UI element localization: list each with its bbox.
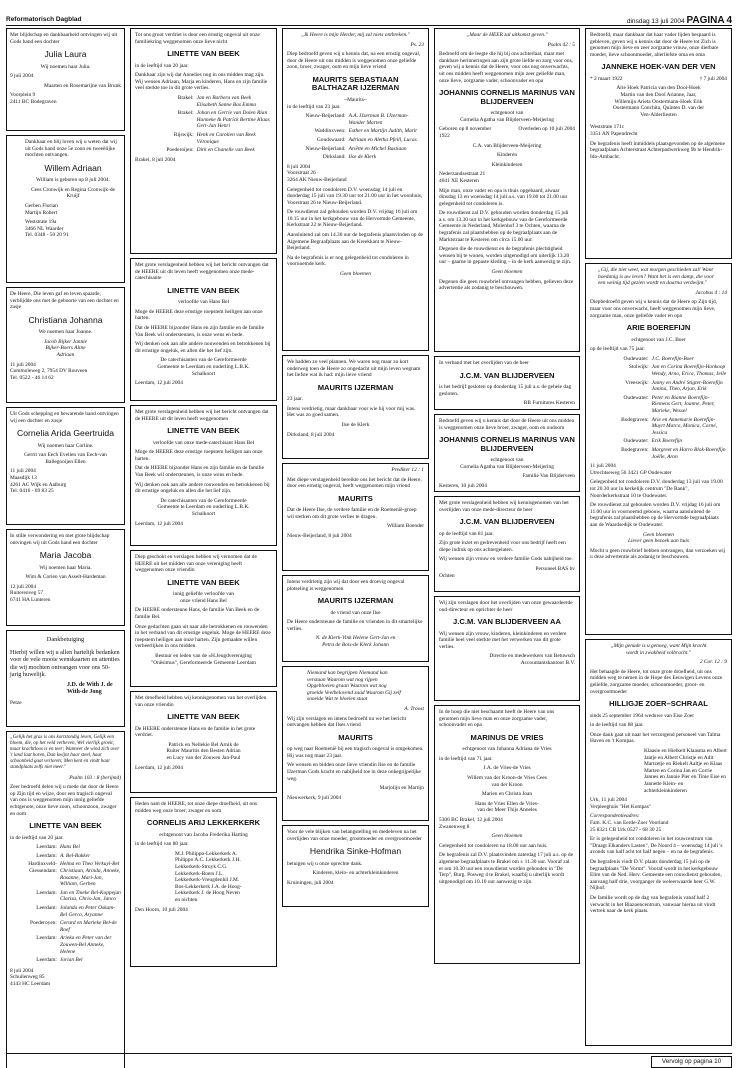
- column-5: [585, 28, 732, 1050]
- deceased-name: CORNELIS ARIJ LEKKERKERK: [146, 818, 261, 828]
- deceased-name: MAURITS SEBASTIAAN BALTHAZAR IJZERMAN: [311, 74, 400, 93]
- thank-you-notice: Voor de vele blijken van belangstelling en medeleven na het overlijden van onze moeder, grootmoeder en overgrootmoeder Hendrika Sinke-Hofman betuigen wij u onze oprechte dank. Kinderen, klein- en achterkleinkinderen Kruiningen, juli 2004: [282, 825, 429, 907]
- family-row-names: Jan en Corina Boerefijn-Honkoop Wendy, Arno, Erica, Thomas, Jelle: [651, 364, 727, 378]
- family-row: [10, 957, 121, 964]
- family-row-place: Nieuw-Beijerland:: [305, 113, 346, 120]
- obituary: „Gelijk het gras is ons kortstondig leven, Gelijk een bloem, die, op het veld verheven, Wel vierlijk groeit, maar krachtloos is en teer; Wanneer de wind zich over 't land laat horen, Dan kwijnt haar steel, haar schoonheid gaat verloren; Men kent en vindt haar standplaats zelfs niet meer." Psalm 103 : 8 (berijmd) Zeer bedroefd delen wij u mede dat door de Heere op Zijn tijd en wijze, door een tragisch ongeval van ons is weggenomen mijn innig geliefde echtgenote, onze lieve zoon, schoonzoon, zwager en oom LINETTE VAN BEEK in de leeftijd van 20 jaar. Leerdam: Hans Bel Leerdam: A. Bel-Bakker Hardinxveld-Giessendam: Helma en Theo Verkuyl-Bel Christiaan, Arinda, Anneke, Rosanne, Mari-Jan, William, Gerben Leerdam: Jan en Tineke Bel-Koppejan Clarisa, Chris-Jan, Janco Leerdam: Jolanda en Peter Oskam-Bel Gerco, Aryanne Poederoyen: Gerard en Marieke Bel-de Roef Leerdam: Arieka en Peter van der Zouwen-Bel Anneke, Helene Leerdam: Jorian Bel 8 juli 2004 Schuilenweg 85 4143 HC Leerdam: [6, 731, 125, 1068]
- birth-announcement: Uit Gods schepping en bewarende hand ontvingen wij een dochter en zusje Cornelia Arida Geertruida Wij noemen haar Corline. Gerrit van Eech Evelien van Eech-van Ballegooijen Ellen 11 juli 2004 Maasdijk 13 4261 AC Wijk en Aalburg Tel. 0416 - 69 83 25: [6, 407, 125, 525]
- bottom-rule: [6, 1053, 732, 1054]
- family-row-place: Hardinxveld-Giessendam:: [28, 861, 57, 874]
- family-row-names: Gerard en Marieke Bel-de Roef: [59, 920, 117, 933]
- obituary: „Mijn genade is u genoeg, want Mijn kracht wordt in zwakheid volbracht." 2 Cor. 12 : 9 Het behaagde de Heere, tot onze grote droefheid, uit ons midden weg te nemen in de Hope des Eeuwigen Levens onze geliefde, zorgzame moeder, schoonmoeder, groot- en overgrootmoeder HILLIGJE ZOER–SCHRAAL sinds 25 september 1964 weduwe van Eise Zoer in de leeftijd van 88 jaar. Onze dank gaat uit naar het verzorgend personeel van Talma Haven en 't Kompas. Klaasie en Hielkelt Klaasma en Albert Jantje en Albert Christje en Adit Martzetje en Riekelt Aaltje en Klaas Marten en Corina Jan en Corrie Jannes en Jannie Pier en Tinie Eise en Jannette Klein- en achterkleinkinderen Urk, 11 juli 2004 Verpleeghuis "Het Kompas" Correspondentieadres: Fam. K.C. van Eerde-Zoer Voorland 25 8321 CB Urk 0527 - 68 30 25 Er is gelegenheid tot condoleren in het rouwcentrum van "Draagt Elkanders Lasten", De Noord 4 – woensdag 14 juli 's avonds van half acht tot half negen – en na de begrafenis. De begrafenis vindt D.V. plaats donderdag 15 juli op de begraafplaats "De Vormt". Vooraf wordt in het kerkgebouw Elim van de Ned. Herv. Gemeente een rouwdienst gehouden, aanvang half drie, voorganger de weleerwaarde heer G.W. Nijhof. De familie wordt op de dag van begrafenis vanaf half 2 verwacht in het Blazoencentrum, vanwaar hierna uit vindt vertrek naar de kerk plaats.: [585, 639, 732, 1046]
- deceased-name: JANNEKE HOEK-VAN DER VEN: [601, 62, 716, 72]
- family-row: [590, 417, 727, 437]
- deceased-name: LINETTE VAN BEEK: [167, 712, 240, 722]
- family-row-place: Vreeswijk:: [625, 379, 649, 386]
- family-row-place: Waddinxveen:: [314, 128, 346, 135]
- family-row: [10, 853, 121, 860]
- family-row-names: Arieka en Peter van der Zouwen-Bel Anneke, Helene: [59, 935, 112, 955]
- family-row-place: Oudewater:: [623, 355, 649, 362]
- deceased-name: LINETTE VAN BEEK: [29, 821, 102, 831]
- family-row-names: Arie en Annemarie Boerefijn-Muyrt Marco, Monica, Corné, Jessica: [651, 416, 718, 436]
- column-4: [434, 28, 580, 968]
- family-row-place: Goudswaard:: [316, 136, 346, 143]
- family-row-names: Janny en André Stigter-Boerefijn Janina, Theo, Arjan, Erik: [651, 379, 723, 393]
- family-row-place: Leerdam:: [36, 889, 57, 896]
- family-row-place: Brakel:: [177, 110, 194, 117]
- obituary: Niemand kan begrijpen Niemand kan verstaan Waarom wat nog rijpen Opgebloeien graan Waarom wat nog groeide Veelbelovend zaad Waarom Gij zelf snoeide Wat te bloeien staat A. Troost Wij zijn verslagen en intens bedroefd nu we het bericht ontvangen hebben dat Ilses vriend MAURITS op weg naar Roemenië bij een tragisch ongeval is omgekomen. Hij was nog maar 23 jaar. We wensen en bidden onze lieve vriendin Ilse en de familie IJzerman Gods kracht en nabijheid toe in deze onbegrijpelijke weg. Marjolijn en Martijn Nieuwerkerk, 9 juli 2004: [282, 666, 429, 821]
- birth-announcement: De Heere, Die leven gaf en leven spaarde, verblijdde ons met de geboorte van een dochter en zusje Christiana Johanna We noemen haar Joanne. Jacob Bijker Jannie Bijker-Boers Aline Adriaan 11 juli 2004 Commoleweg 2, 7954 DV Rouveen Tel. 0522 - 46 14 62: [6, 287, 125, 403]
- family-row-names: Ariëtte en Michel Bastiaan: [348, 145, 407, 152]
- family-row-place: Bodegraven:: [621, 446, 649, 453]
- family-row-place: Brakel:: [177, 95, 194, 102]
- family-row-names: Henk en Carolien van Beek Véronique: [196, 132, 256, 145]
- family-row: [10, 890, 121, 903]
- family-row-place: Leerdam:: [36, 852, 57, 859]
- deceased-name: LINETTE VAN BEEK: [167, 285, 240, 295]
- obituary: Bedroefd geven wij u kennis dat door de Heere uit ons midden is weggenomen onze lieve broer, zwager, oom en oudoom JOHANNIS CORNELIS MARINUS VAN BLIJDERVEEN echtgenoot van Cornelia Agatha van Blijderveen-Meijering Familie Van Blijderveen Kesteren, 10 juli 2004: [434, 414, 580, 492]
- family-row: [287, 154, 424, 161]
- family-row-names: Margreet en Harro Blok-Boerefijn Joëlle, Aron: [651, 446, 726, 460]
- family-row: [590, 395, 727, 415]
- deceased-name: MAURITS IJZERMAN: [317, 596, 394, 606]
- family-row-names: Adriaan en Aletha Pfeill, Lucas: [348, 136, 417, 143]
- deceased-name: LINETTE VAN BEEK: [167, 49, 240, 59]
- family-row-names: A.A. IJzerman B. IJzerman-Wander Marten: [348, 113, 409, 126]
- family-row-place: Leerdam:: [36, 844, 57, 851]
- deceased-name: LINETTE VAN BEEK: [167, 426, 240, 436]
- obituary: Prediker 12 : 1 Met diepe verslagenheid bereikte ons het bericht dat de Heere, door een ernstig ongeval, heeft weggenomen mijn vriend MAURITS Dat de Heere Ilse, de verdere familie en de Roemenië-groep wil sterken om dit grote verlies te dragen. William Boender Nieuw-Beijerland, 8 juli 2004: [282, 463, 429, 571]
- family-row: [590, 438, 727, 445]
- family-row-place: Bodegraven:: [621, 416, 649, 423]
- obituary: Bedroefd, maar dankbaar dat haar vader lijden bespaard is gebleven, geven wij u kennis dat door de Heere tot Zich is genomen mijn lieve en zeer zorgzame vrouw, onze dierbare moeder, lieve schoonmoeder, allerliefste oma en oma JANNEKE HOEK-VAN DER VEN * 2 maart 1922 † 7 juli 2004 Arie Hoek Patricia van den Dool-Hoek Martin van den Dool Arianne, Jaar, Willemijn Arieta Oostermann-Hoek Erik Oostermann Conchita, Quinten D. van der Ven-Alderliesten Weststrate 171c 3351 AN Papendrecht De begrafenis heeft inmiddels plaatsgevonden op de algemene begraafplaats Achterstraat Achterpadwerkweg 9b te Hendrik-Ido-Ambacht.: [585, 28, 732, 259]
- family-row-names: Hans Bel: [59, 844, 80, 851]
- obituary: Intens verdrietig zijn wij dat door een droevig ongeval plotseling is weggenomen MAURITS IJZERMAN de vriend van onze Ilse De Heere ondersteune de familie en vrienden in dit smartelijke verlies. N. de Klerk-Vink Helene Gert-Jan en Petra de Bois-de Klerk Johann: [282, 575, 429, 662]
- column-2: [130, 28, 277, 971]
- announcement-name: Julia Laura: [44, 49, 87, 60]
- deceased-name: LINETTE VAN BEEK: [167, 577, 240, 587]
- announcement-name: Maria Jacoba: [39, 550, 92, 561]
- deceased-name: J.C.M. VAN BLIJDERVEEN: [459, 517, 555, 527]
- family-list: [590, 356, 727, 460]
- family-row-names: Johan en Gerrie van Dolen Rian Hanneke & Patrick Bertine Klaas Gert-Jan Henri: [196, 110, 270, 130]
- family-row: [10, 844, 121, 851]
- family-row: [135, 95, 272, 108]
- obituary: Met grote verslagenheid hebben wij het bericht ontvangen dat de HEERE uit dit leven heeft weggenomen onze mede-catechisante LINETTE VAN BEEK verloofde van Hans Bel Moge de HEERE deze ernstige roepstem heiligen aan onze harten. Dat de HEERE bijzonder Hans en zijn familie en de familie Van Beek wil ondersteunen, is onze wens en bede. Wij denken ook aan alle andere nouwenden en betrokkenen bij dit ernstige ongeluk, en allen die het lief zijn. De catechisanten van de Gereformeerde Gemeente te Leerdam en ouderling L.B.K. Schalkoort Leerdam, 12 juli 2004: [130, 258, 277, 401]
- family-row-names: Jan en Barbera van Beek Elisabeth Sanne Bas Emma: [196, 95, 257, 108]
- family-row: [590, 380, 727, 393]
- family-row: [287, 128, 424, 135]
- continued-on-page-link[interactable]: Vervolg op pagina 10: [651, 1056, 732, 1068]
- family-row-place: Rijswijk:: [173, 132, 194, 139]
- announcement-name: Christiana Johanna: [28, 314, 103, 325]
- closure-notice: In verband met het overlijden van de heer J.C.M. VAN BLIJDERVEEN is het bedrijf gesloten op donderdag 15 juli a.s. de gehele dag gesloten. BB Furnitures Kesteren: [434, 356, 580, 410]
- family-row-place: Oudewater:: [623, 394, 649, 401]
- deceased-name: MAURITS: [338, 493, 373, 503]
- family-row-place: Poederoijen:: [166, 147, 194, 154]
- family-row-names: A. Bel-Bakker: [59, 852, 91, 859]
- family-row-names: Dirk en Chanelle van Beek: [196, 147, 255, 154]
- obituary: Heden nam de HEERE, tot onze diepe droefheid, uit ons midden weg onze broer, zwager en oom CORNELIS ARIJ LEKKERKERK echtgenoot van Jacoba Frederika Harting in de leeftijd van 80 jaar. M.J. Philippo-Lekkerkerk A. Philippo A.C. Lekkerkerk J.H. Lekkerkerk-Struyk C.G. Lekkerkerk-Boers J.L. Lekkerkerk-Vreugdenhil J.M. Bos-Lekkerkerk J.A. de Hoog-Lekkerkerk J. de Hoog Neven en nichten Den Hoorn, 10 juli 2004: [130, 797, 277, 967]
- thank-you-notice: Dankbetuiging Hierbij willen wij u allen hartelijk bedanken voor de vele mooie wenskaarten en attenties die wij mochten ontvangen voor ons 50-jarig huwelijk. J.D. de With J. de With-de Jong Petze: [6, 630, 125, 727]
- obituary: „Ik Heere is mijn Herder, mij zal niets ontbreken." Ps. 23 Diep bedroefd geven wij u kennis dat, na een ernstig ongeval, door de Heere uit ons midden is weggenomen onze geliefde zoon, broer, zwager, oom en mijn lieve vriend MAURITS SEBASTIAAN BALTHAZAR IJZERMAN ~Maurits~ in de leeftijd van 23 jaar. Nieuw-Beijerland: A.A. IJzerman B. IJzerman-Wander Marten Waddinxveen: Esther en Martijn Judith, Marit Goudswaard: Adriaan en Aletha Pfeill, Lucas Nieuw-Beijerland: Ariëtte en Michel Bastiaan Dirksland: Ilse de Klerk 8 juli 2004 Voorstraat 26 3264 AK Nieuw-Beijerland Gelegenheid tot condoleren D.V. woensdag 14 juli en donderdag 15 juli van 19.30 uur tot 21.00 uur in het woonhuis, Voorstraat 26 te Nieuw-Beijerland. De rouwdienst zal gehouden worden D.V. vrijdag 16 juli om 10.15 uur in het kerkgebouw van de Hervormde Gemeente, Kerkstraat 22 te Nieuw-Beijerland. Aansluitend zal om 14.30 uur de begrafenis plaatsvinden op de Algemene Begraafplaats aan de Kreekkant te Nieuw-Beijerland. Na de begrafenis is er nog gelegenheid tot condoleren in voornoemde kerk. Geen bloemen: [282, 28, 429, 351]
- deceased-name: MAURITS: [338, 732, 373, 742]
- page-date-number: dinsdag 13 juli 2004 PAGINA 4: [626, 15, 732, 26]
- deceased-name: ARIE BOEREFIJN: [626, 323, 691, 333]
- family-list: [10, 844, 121, 964]
- family-row: [10, 905, 121, 918]
- family-row: [287, 146, 424, 153]
- obituary: Wij zijn verslagen door het overlijden van onze gewaardeerde oud-directeur en oprichter de heer J.C.M. VAN BLIJDERVEEN AA Wij wensen zijn vrouw, kinderen, kleinkinderen en verdere familie heel veel sterkte met het verwerken van dit grote verlies. Directie en medewerkers van Betuwsch Accountantskantoor B.V.: [434, 596, 580, 701]
- obituary: „Gij, die niet weet, wat morgen geschieden zal! Want hoedanig is uw leven? Want het is een damp, die voor een weinig tijd gezien wordt en daarna verdwijnt." Jacobus 4 : 14 Diepbedroefd geven wij u kennis dat de Heere op Zijn tijd, maar voor ons onverwacht, heeft weggenomen mijn lieve, zorgzame man, onze geliefde vader en opa ARIE BOEREFIJN echtgenoot van J.C. Boer op de leeftijd van 75 jaar. Oudewater: J.C. Boerefijn-Boer Stolwijk: Jan en Corina Boerefijn-Honkoop Wendy, Arno, Erica, Thomas, Jelle Vreeswijk: Janny en André Stigter-Boerefijn Janina, Theo, Arjan, Erik Oudewater: Peter en Bianne Boerefijn-Riemens Gert, Joanne, Peter, Marieke, Wessel Bodegraven: Arie en Annemarie Boerefijn-Muyrt Marco, Monica, Corné, Jessica Oudewater: Erik Boerefijn Bodegraven: Margreet en Harro Blok-Boerefijn Joëlle, Aron 11 juli 2004 Utrechtseweg 56 3421 GP Oudewater Gelegenheid tot condoleren D.V. donderdag 13 juli van 19.00 tot 20.30 uur in kerkelijk centrum "De Rank", Noorderkerkstraat 10 te Oudewater. De rouwdienst zal gehouden worden D.V. vrijdag 16 juli om 11.00 uur in voornoemd gebouw, waarna aansluitend de begrafenis zal plaatshebben op de Hervormde begraafplaats aan de Waardsedijk te Oudewater. Geen bloemen Liever geen bezoek aan huis Mocht u geen rouwbrief hebben ontvangen, dan verzoeken wij u deze advertentie als zodanig te beschouwen.: [585, 263, 732, 635]
- family-row: [287, 137, 424, 144]
- family-row-place: Nieuw-Beijerland:: [305, 145, 346, 152]
- birth-announcement: Dankbaar en blij loven wij u weten dat wij uit Gods hand onze 5e zoon en tweeëlijke mochten ontvangen. Willem Adriaan William is geboren op 8 juli 2004. Cees Cronwijk en Regina Cronwijk-de Kruijf Gerben Florian Martijn Robert Weststrate 19a 3466 NL Waarder Tel. 0348 - 50 20 91: [6, 135, 125, 283]
- family-row: [287, 113, 424, 126]
- family-row: [135, 110, 272, 130]
- obituary: Met grote verslagenheid hebben wij het bericht ontvangen dat de HEERE uit dit leven heeft weggenomen LINETTE VAN BEEK verloofde van onze mede-catechisant Hans Bel Moge de HEERE deze ernstige roepstem heiligen aan onze harten. Dat de HEERE bijzonder Hans en zijn familie en de familie Van Beek wil ondersteunen, is onze wens en bede. Wij denken ook aan alle andere rouwenden en betrokkenen bij dit ernstige ongeluk en allen die het lief zijn. De catechisanten van de Gereformeerde Gemeente te Leerdam en ouderling L.B.K. Schalkoort Leerdam, 12 juli 2004: [130, 405, 277, 546]
- birth-death-dates: Geboren op 8 november 1922 Overleden op 10 juli 2004: [439, 126, 575, 139]
- deceased-name: J.C.M. VAN BLIJDERVEEN AA: [453, 617, 561, 627]
- family-row-names: J.C. Boerefijn-Boer: [651, 355, 694, 362]
- deceased-name: MAURITS IJZERMAN: [317, 382, 394, 392]
- family-row-names: Jan en Tineke Bel-Koppejan Clarisa, Chris-Jan, Janco: [59, 889, 121, 903]
- family-list: [135, 95, 272, 154]
- deceased-name: J.C.M. VAN BLIJDERVEEN: [459, 370, 555, 380]
- birth-death-dates: * 2 maart 1922 † 7 juli 2004: [590, 75, 727, 82]
- deceased-name: MARINUS DE VRIES: [470, 732, 544, 742]
- family-row-names: Jorian Bel: [59, 957, 83, 964]
- obituary: Tot ons groot verdriet is door een ernstig ongeval uit onze familiekring weggenomen onze lieve nicht LINETTE VAN BEEK in de leeftijd van 20 jaar. Dankbaar zijn wij dat Annelies nog in ons midden mag zijn. Wij wensen Adriaan, Marja en kinderen, Hans en zijn familie veel sterkte toe in dit grote verlies. Brakel: Jan en Barbera van Beek Elisabeth Sanne Bas Emma Brakel: Johan en Gerrie van Dolen Rian Hanneke & Patrick Bertine Klaas Gert-Jan Henri Rijswijk: Henk en Carolien van Beek Véronique Poederoijen: Dirk en Chanelle van Beek Brakel, 8 juli 2004: [130, 28, 277, 254]
- announcement-name: Cornelia Arida Geertruida: [17, 428, 114, 439]
- obituary: „Maar de HEER zal uitkomst geven." Psalm 42 : 5 Bedroefd om de leegte die hij bij ons achterlaat, maar met dankbare herinneringen aan zijn grote liefde en zorg voor ons, geven wij u kennis dat de Heere, voor ons nog onverwachts, uit ons midden heeft weggenomen mijn zeer geliefde man, onze lieve, zorgzame vader, schoonvader en opa JOHANNIS CORNELIS MARINUS VAN BLIJDERVEEN echtgenoot van Cornelia Agatha van Blijderveen-Meijering Geboren op 8 november 1922 Overleden op 10 juli 2004 C.A. van Blijderveen-Meijering Kinderen Kleinkinderen Nederzandsestraat 21 4041 XE Kesteren Mijn man, onze vader en opa is thuis opgebaard, alwaar dinsdag 13 en woensdag 14 juli a.s. van 19.00 tot 21.00 uur gelegenheid tot condoleren is. De rouwdienst zal D.V. gehouden worden donderdag 15 juli a.s. om 13.30 uur in het kerkgebouw van de Gereformeerde Gemeente in Nederland, Molenhof 3 te Ochten, waarna de begrafenis zal plaatshebben op de begraafplaats aan de Marktstraat te Kesteren om circa 15.00 uur. Degenen die de rouwdienst en de begrafenis plechtigheid wensen bij te wonen, worden uitgenodigd om uiterlijk 13.20 uur – gaarne in gepaste kleding – in de kerk aanwezig te zijn. Geen bloemen Degenen die geen rouwbrief ontvangen hebben, gelieven deze advertentie als zodanig te beschouwen.: [434, 28, 580, 352]
- family-row-place: Poederoyen:: [29, 920, 57, 927]
- family-row-place: Leerdam:: [36, 935, 57, 942]
- family-row: [590, 364, 727, 377]
- family-row-names: Jolanda en Peter Oskam-Bel Gerco, Aryanne: [59, 904, 115, 918]
- column-3: [282, 28, 429, 911]
- page-header: [6, 14, 732, 26]
- family-row-names: Esther en Martijn Judith, Marit: [348, 128, 417, 135]
- birth-announcement: Met blijdschap en dankbaarheid ontvingen wij uit Gods hand een dochter Julia Laura Wij noemen haar Julia. 9 juli 2004 Maarten en Rosemarijne van Brunk Voorplein 9 2411 BC Bodegraven: [6, 28, 125, 131]
- family-row-place: Leerdam:: [36, 957, 57, 964]
- family-row-names: Ilse de Klerk: [348, 154, 377, 161]
- announcement-name: Willem Adriaan: [44, 162, 102, 173]
- family-row-names: Helma en Theo Verkuyl-Bel Christiaan, Arinda, Anneke, Rosanne, Mari-Jan, William, Gerben: [59, 861, 121, 888]
- family-row-names: Erik Boerefijn: [651, 438, 683, 445]
- column-1: [6, 28, 125, 1068]
- family-row-place: Stolwijk:: [628, 364, 649, 371]
- family-row-place: Dirksland:: [322, 154, 346, 161]
- deceased-name: JOHANNIS CORNELIS MARINUS VAN BLIJDERVEEN: [439, 88, 575, 106]
- family-row: [10, 861, 121, 887]
- obituary: Diep geschokt en verslagen hebben wij vernomen dat de HEERE uit het midden van onze vereniging heeft weggenomen onze vriendin LINETTE VAN BEEK innig geliefde verloofde van onze vriend Hans Bel De HEERE ondersteune Hans, de familie Van Beek en de familie Bel. Onze gedachten gaan uit naar alle betrokkenen en rouwenden in het verband van dit ernstige ongeluk. Moge de HEERE deze roepstem heiligen aan onze harten. Zijn gemaakte willen verheerlijken in ons midden. Bestuur en leden van de «H.Jeugdvereniging "Onësimus", Gereformeerde Gemeente Leerdam: [130, 550, 277, 687]
- obituary: Met droefheid hebben wij kennisgenomen van het overlijden van onze vriendin LINETTE VAN BEEK De HEERE ondersteune Hans en de familie in het grote verdriet. Patrick en Nellekie Bel Arnik de Ruiter Mauritis den Besten Adrian en Lucy van der Zouwen Jan-Paul Leerdam, 12 juli 2004: [130, 691, 277, 793]
- obituary: Met grote verslagenheid hebben wij kennisgenomen van het overlijden van onze mede-directeur de heer J.C.M. VAN BLIJDERVEEN op de leeftijd van 81 jaar. Zijn grote inzet en gedrevenheid voor ons bedrijf heeft een diepe indruk op ons achtergelaten. Wij wensen zijn vrouw en verdere familie Gods nabijheid toe. Personeel BAS bv Ochten: [434, 496, 580, 592]
- family-row-place: Oudewater:: [623, 438, 649, 445]
- birth-announcement: In stille verwondering en met grote blijdschap ontvingen wij uit Gods hand een dochter Maria Jacoba Wij noemen haar Maria. Wim & Corien van Asselt-Hardeman 12 juli 2004 Ruiterenveg 57 6741 HA Lunteren: [6, 529, 125, 626]
- obituary: We hadden zo veel plannen. We waren nog maar zo kort onderweg toen de Heere zo ongedacht uit mijn leven wegnam het liefste wat ik had: mijn lieve vriend MAURITS IJZERMAN 23 jaar. Intens verdrietig, maar dankbaar voor wie hij voor mij was. Het was zo goed samen. Ilse de Klerk Dirksland, 8 juli 2004: [282, 355, 429, 459]
- deceased-name: HILLIGJE ZOER–SCHRAAL: [609, 699, 708, 709]
- family-row: [10, 920, 121, 933]
- deceased-name: JOHANNIS CORNELIS MARINUS VAN BLIJDERVEEN: [439, 435, 575, 453]
- newspaper-name: Reformatorisch Dagblad: [6, 16, 82, 23]
- family-row-names: Peter en Bianne Boerefijn-Riemens Gert, Joanne, Peter, Marieke, Wessel: [651, 394, 715, 414]
- family-row: [135, 147, 272, 154]
- family-row: [10, 935, 121, 955]
- family-row-place: Leerdam:: [36, 904, 57, 911]
- announcement-name: Hendrika Sinke-Hofman: [309, 846, 402, 857]
- family-row: [135, 132, 272, 145]
- obituary: In de hoop die niet beschaamt heeft de Heere van ons genomen mijn lieve man en onze zorgzame vader, schoonvader en opa MARINUS DE VRIES echtgenoot van Johanna Adriana de Vries in de leeftijd van 71 jaar. J.A. de Vries-de Vries Willem van der Kroon-de Vries Cees van der Kroon Marien en Christa Joan Hans de Vries Ellen de Vries-van der Meer Thijs Anneles 5306 BC Brakel, 12 juli 2004 Zwanenweg 8 Geen bloemen Gelegenheid tot condoleren na 18.00 uur aan huis. De begrafenis zal D.V. plaatsvinden zaterdag 17 juli a.s. op de algemene begraafplaats te Brakel om ± 11.30 uur. Vooraf zal er om 10.30 uur een rouwdienst worden gehouden in "De Terp", Burg. Posweg 4 te Brakel, waarbij u uiterlijk wordt uitgenodigd om 10.10 uur aanwezig te zijn.: [434, 705, 580, 964]
- family-list: [287, 113, 424, 161]
- family-row: [590, 356, 727, 363]
- family-row: [590, 447, 727, 460]
